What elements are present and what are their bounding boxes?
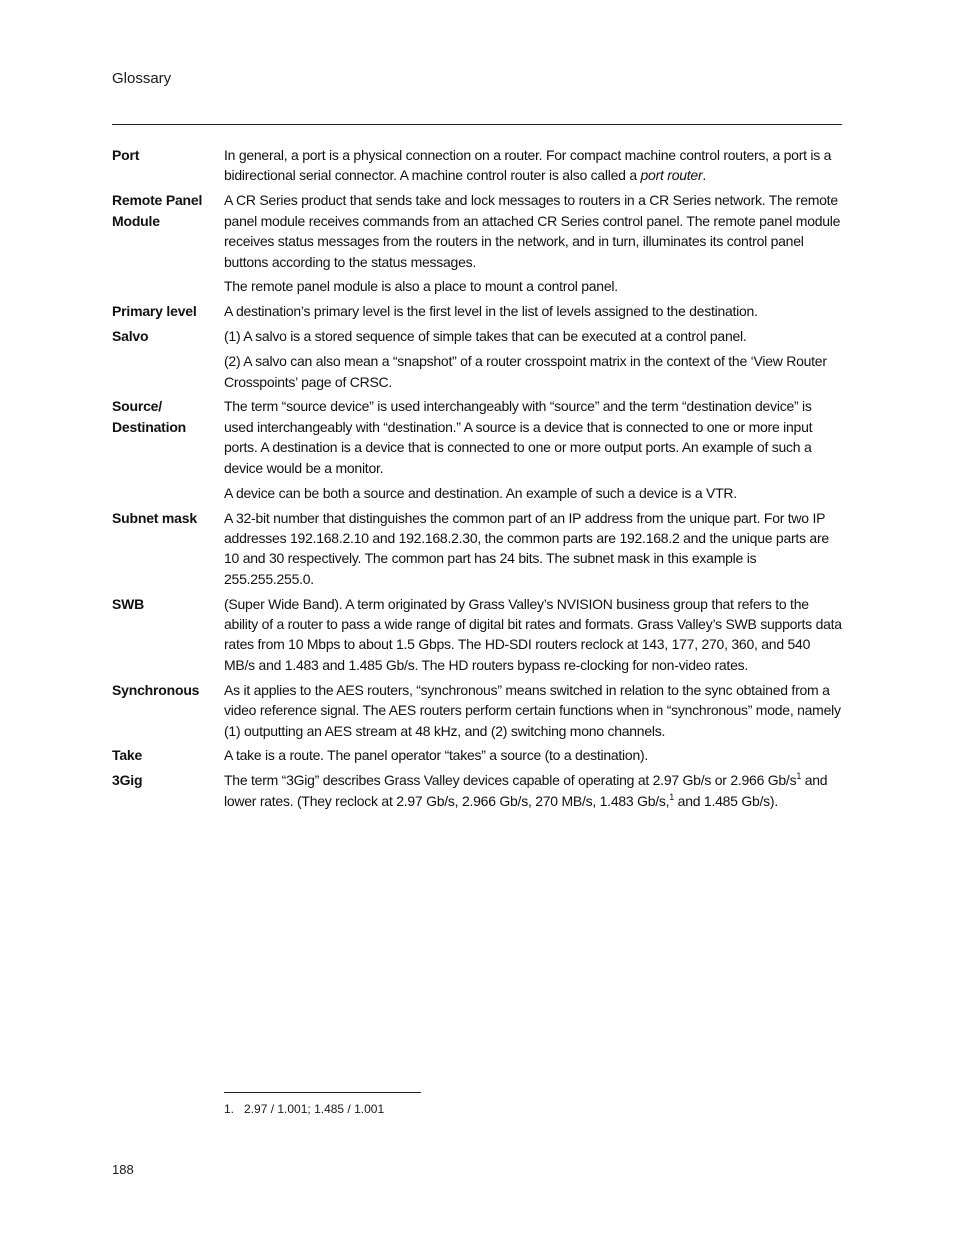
definition-text: . <box>702 167 706 184</box>
glossary-term: Take <box>112 747 143 764</box>
glossary-definition <box>224 594 842 676</box>
glossary-entry-3gig <box>112 770 842 811</box>
glossary-list <box>112 145 842 816</box>
definition-paragraph: A 32-bit number that distinguishes the common part of an IP address from the unique part. For two IP addresses 192.168.2.10 and 192.168.2.30, the common parts are 192.168.2 and the unique parts are 10 and 30 respectively. The common part has 24 bits. The subnet mask in this example is 255.255.255.0. <box>224 509 829 587</box>
footnote-marker: 1 <box>796 771 802 782</box>
glossary-entry-primary-level <box>112 301 842 321</box>
definition-paragraph: A destination’s primary level is the first level in the list of levels assigned to the destination. <box>224 303 758 320</box>
glossary-definition <box>224 301 842 321</box>
glossary-term: Source/ Destination <box>112 398 187 435</box>
footnote-text: 2.97 / 1.001; 1.485 / 1.001 <box>244 1102 385 1116</box>
glossary-definition <box>224 745 842 765</box>
page-number: 188 <box>112 1162 134 1177</box>
glossary-entry-source-destination <box>112 396 842 503</box>
definition-paragraph: A device can be both a source and destination. An example of such a device is a VTR. <box>224 484 737 501</box>
definition-paragraph <box>224 145 842 186</box>
definition-text: and 1.485 Gb/s). <box>674 792 778 809</box>
glossary-definition <box>224 145 842 186</box>
glossary-term: SWB <box>112 595 145 612</box>
definition-text: In general, a port is a physical connection on a router. For compact machine control routers, a port is a bidirectional serial connector. A machine control router is also called a <box>224 147 832 184</box>
glossary-definition <box>224 326 842 392</box>
glossary-definition <box>224 190 842 297</box>
footnote-number: 1. <box>224 1102 235 1116</box>
running-header: Glossary <box>112 70 172 87</box>
emphasized-term: port router <box>640 167 703 184</box>
footnote-marker: 1 <box>669 791 675 802</box>
definition-paragraph: As it applies to the AES routers, “synchronous” means switched in relation to the sync obtained from a video reference signal. The AES routers perform certain functions when in “synchronous” mode, namely (1) outputting an AES stream at 48 kHz, and (2) switching mono channels. <box>224 681 841 739</box>
glossary-definition <box>224 396 842 503</box>
definition-paragraph <box>224 770 842 811</box>
definition-text: The term “3Gig” describes Grass Valley devices capable of operating at 2.97 Gb/s or 2.966 Gb/s <box>224 772 797 789</box>
glossary-term: Salvo <box>112 328 149 345</box>
glossary-term: Port <box>112 147 140 163</box>
footnote-rule <box>224 1092 421 1093</box>
glossary-entry-remote-panel-module <box>112 190 842 297</box>
definition-paragraph: A take is a route. The panel operator “takes” a source (to a destination). <box>224 747 649 764</box>
glossary-entry-swb <box>112 594 842 676</box>
definition-paragraph: (1) A salvo is a stored sequence of simple takes that can be executed at a control panel. <box>224 328 747 345</box>
header-rule <box>112 124 842 125</box>
definition-paragraph: The remote panel module is also a place to mount a control panel. <box>224 278 618 295</box>
glossary-term: Synchronous <box>112 681 200 698</box>
glossary-term: Remote Panel Module <box>112 192 203 229</box>
glossary-definition <box>224 770 842 811</box>
glossary-term: Subnet mask <box>112 509 197 526</box>
glossary-entry-subnet-mask <box>112 508 842 590</box>
glossary-entry-port <box>112 145 842 186</box>
glossary-term: Primary level <box>112 303 197 320</box>
glossary-entry-salvo <box>112 326 842 392</box>
definition-paragraph: A CR Series product that sends take and lock messages to routers in a CR Series network. The remote panel module receives commands from an attached CR Series control panel. The remote panel module receives status messages from the routers in the network, and in turn, illuminates its control panel buttons according to the status messages. <box>224 192 841 270</box>
footnote <box>224 1102 384 1116</box>
definition-paragraph: The term “source device” is used interchangeably with “source” and the term “destination device” is used interchangeably with “destination.” A source is a device that is connected to one or more input ports. A destination is a device that is connected to one or more output ports. An example of such a device would be a monitor. <box>224 398 813 476</box>
definition-paragraph: (Super Wide Band). A term originated by Grass Valley’s NVISION business group that refers to the ability of a router to pass a wide range of digital bit rates and formats. Grass Valley’s SWB supports data rates from 10 Mbps to about 1.5 Gbps. The HD-SDI routers reclock at 143, 177, 270, 360, and 540 MB/s and 1.483 and 1.485 Gb/s. The HD routers bypass re-clocking for non-video rates. <box>224 595 842 673</box>
glossary-term: 3Gig <box>112 772 143 789</box>
glossary-entry-synchronous <box>112 680 842 741</box>
definition-text: and lower rates. (They reclock at 2.97 Gb/s, 2.966 Gb/s, 270 MB/s, 1.483 Gb/s, <box>224 772 828 809</box>
glossary-definition <box>224 680 842 741</box>
glossary-definition <box>224 508 842 590</box>
definition-paragraph: (2) A salvo can also mean a “snapshot” of a router crosspoint matrix in the context of the ‘View Router Crosspoints’ page of CRSC. <box>224 353 827 390</box>
glossary-entry-take <box>112 745 842 765</box>
